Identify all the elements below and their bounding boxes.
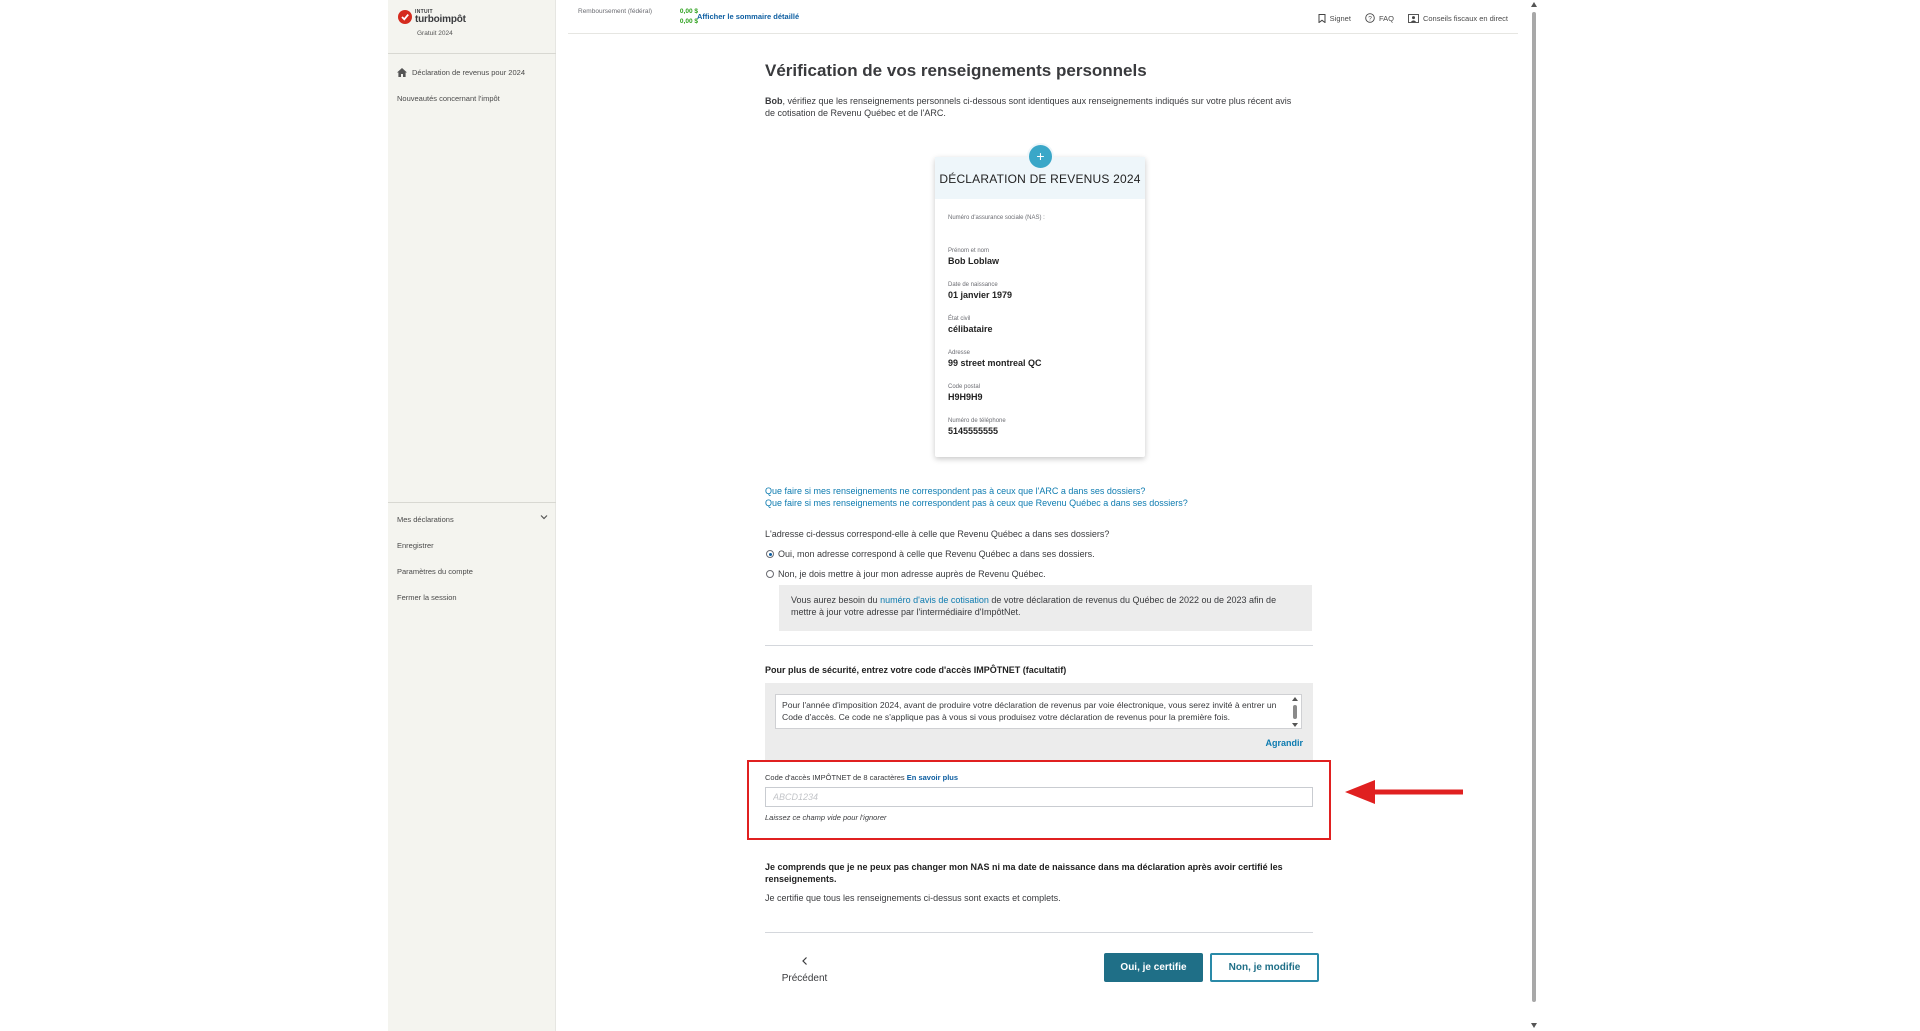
- address-option-no[interactable]: [766, 569, 1046, 579]
- faq-label: FAQ: [1378, 13, 1394, 23]
- faq-button[interactable]: [1365, 13, 1394, 23]
- name-value: Bob Loblaw: [948, 256, 999, 266]
- page-title: Vérification de vos renseignements personnels: [765, 61, 1147, 80]
- certify-button[interactable]: Oui, je certifie: [1104, 953, 1203, 982]
- intro-body: , vérifiez que les renseignements personnels ci-dessous sont identiques aux renseignements indiqués sur votre plus récent avis de cotisation de Revenu Québec et de l'ARC.: [765, 96, 1292, 118]
- address-update-info: [779, 585, 1312, 631]
- address-label: Adresse: [948, 350, 971, 356]
- address-option-no-label: Non, je dois mettre à jour mon adresse auprès de Revenu Québec.: [778, 569, 1046, 579]
- info-text-after: de votre déclaration de revenus du Québec de 2022 ou de 2023 afin de mettre à jour votre adresse par l'intermédiaire d'ImpôtNet.: [791, 595, 1277, 617]
- help-circle-icon: [1365, 13, 1375, 23]
- access-code-label: [765, 773, 958, 782]
- sin-label: Numéro d'assurance sociale (NAS) :: [948, 215, 1045, 221]
- scroll-up-arrow-icon[interactable]: [1531, 2, 1537, 7]
- address-option-yes[interactable]: [766, 549, 1095, 559]
- intro-text: [765, 95, 1295, 119]
- access-code-hint: Laissez ce champ vide pour l'ignorer: [765, 813, 887, 822]
- chevron-down-icon[interactable]: [539, 512, 549, 522]
- top-actions: [1318, 13, 1508, 23]
- checkmark-logo-icon: [398, 10, 412, 24]
- learn-more-link[interactable]: En savoir plus: [906, 773, 959, 782]
- phone-value: 5145555555: [948, 426, 999, 436]
- card-header: [935, 148, 1145, 199]
- scrollbar-thumb[interactable]: [1532, 12, 1536, 1002]
- info-text-before: Vous aurez besoin du: [791, 595, 881, 605]
- sidebar: [388, 0, 556, 1031]
- svg-text:?: ?: [1368, 15, 1372, 23]
- consent-text: Pour l'année d'imposition 2024, avant de produire votre déclaration de revenus par voie électronique, vous serez invité à entrer un Code d'accès. Ce code ne s'applique pas à vous si vous produisez votre déclaration de revenus pour la première fois.: [782, 700, 1277, 722]
- logo-plan: Gratuit 2024: [417, 30, 453, 37]
- sidebar-item-sign-out[interactable]: [397, 593, 457, 602]
- top-bar: [568, 0, 1518, 34]
- birthdate-label: Date de naissance: [948, 282, 998, 288]
- phone-label: Numéro de téléphone: [948, 418, 1006, 424]
- sidebar-item-label: Fermer la session: [397, 593, 457, 602]
- live-advice-button[interactable]: [1408, 13, 1508, 23]
- page-scrollbar[interactable]: [1530, 0, 1538, 1031]
- previous-label: Précédent: [781, 973, 828, 984]
- card-title: DÉCLARATION DE REVENUS 2024: [939, 172, 1141, 186]
- postal-code-value: H9H9H9: [948, 392, 983, 402]
- bookmark-icon: [1318, 14, 1326, 23]
- help-link-cra[interactable]: Que faire si mes renseignements ne correspondent pas à ceux que l'ARC a dans ses dossiers?: [765, 486, 1146, 496]
- refund-values: [668, 7, 698, 27]
- detailed-summary-link[interactable]: Afficher le sommaire détaillé: [697, 12, 800, 21]
- acknowledgement-heading: Je comprends que je ne peux pas changer mon NAS ni ma date de naissance dans ma déclaration après avoir certifié les renseignements.: [765, 862, 1283, 884]
- address-question: L'adresse ci-dessus correspond-elle à celle que Revenu Québec a dans ses dossiers?: [765, 529, 1110, 539]
- modify-button[interactable]: Non, je modifie: [1210, 953, 1319, 982]
- marital-status-value: célibataire: [948, 324, 993, 334]
- refund-label: Remboursement (fédéral): [578, 8, 653, 15]
- intro-name: Bob: [765, 96, 783, 106]
- address-option-yes-label: Oui, mon adresse correspond à celle que Revenu Québec a dans ses dossiers.: [778, 549, 1095, 559]
- live-advice-label: Conseils fiscaux en direct: [1422, 13, 1508, 23]
- sidebar-section-label: Mes déclarations: [397, 515, 454, 524]
- bookmark-button[interactable]: [1318, 13, 1351, 23]
- expand-link[interactable]: Agrandir: [1265, 738, 1303, 748]
- sidebar-item-whats-new[interactable]: [397, 94, 500, 103]
- sidebar-section-my-returns[interactable]: [397, 515, 454, 524]
- security-heading: Pour plus de sécurité, entrez votre code d'accès IMPÔTNET (facultatif): [765, 665, 1067, 675]
- section-divider: [765, 932, 1313, 933]
- scroll-down-arrow-icon[interactable]: [1531, 1023, 1537, 1028]
- previous-button[interactable]: [777, 956, 832, 986]
- plus-icon: +: [1027, 143, 1054, 170]
- bookmark-label: Signet: [1329, 13, 1351, 23]
- radio-button[interactable]: [766, 570, 774, 578]
- access-code-label-text: Code d'accès IMPÔTNET de 8 caractères: [765, 773, 907, 782]
- sidebar-divider: [388, 502, 556, 503]
- sidebar-item-declaration[interactable]: [397, 68, 525, 77]
- marital-status-label: État civil: [948, 316, 971, 322]
- birthdate-value: 01 janvier 1979: [948, 290, 1013, 300]
- refund-federal-value: 0,00 $: [679, 8, 698, 15]
- turboimpot-logo[interactable]: [398, 10, 548, 50]
- tax-return-card: [935, 148, 1145, 457]
- sidebar-item-save[interactable]: [397, 541, 434, 550]
- sidebar-divider: [388, 53, 556, 54]
- logo-company: INTUIT: [415, 9, 433, 15]
- name-label: Prénom et nom: [948, 248, 990, 254]
- scrollbar-thumb[interactable]: [1293, 705, 1297, 719]
- consent-text-area[interactable]: [775, 694, 1302, 729]
- consent-scrollbar[interactable]: [1292, 697, 1298, 727]
- red-arrow-annotation-icon: [1345, 779, 1463, 805]
- consent-box: [765, 683, 1313, 760]
- section-divider: [765, 645, 1313, 646]
- refund-provincial-value: 0,00 $: [679, 18, 698, 25]
- sidebar-item-label: Enregistrer: [397, 541, 434, 550]
- live-advice-icon: [1408, 14, 1419, 23]
- sidebar-item-label: Déclaration de revenus pour 2024: [412, 68, 525, 77]
- sidebar-item-account-settings[interactable]: [397, 567, 473, 576]
- logo-product: turboimpôt: [415, 14, 466, 25]
- home-icon: [397, 68, 407, 77]
- radio-button-selected[interactable]: [766, 550, 774, 558]
- chevron-left-icon: [800, 956, 810, 966]
- scroll-up-arrow-icon[interactable]: [1292, 697, 1298, 701]
- scroll-down-arrow-icon[interactable]: [1292, 723, 1298, 727]
- address-value: 99 street montreal QC: [948, 358, 1042, 368]
- certification-text: Je certifie que tous les renseignements ci-dessus sont exacts et complets.: [765, 893, 1061, 903]
- postal-code-label: Code postal: [948, 384, 981, 390]
- help-link-revenu-quebec[interactable]: Que faire si mes renseignements ne correspondent pas à ceux que Revenu Québec a dans ses dossiers?: [765, 498, 1188, 508]
- assessment-number-link[interactable]: numéro d'avis de cotisation: [880, 595, 989, 605]
- access-code-input[interactable]: [765, 787, 1313, 807]
- sidebar-item-label: Nouveautés concernant l'impôt: [397, 94, 500, 103]
- sidebar-item-label: Paramètres du compte: [397, 567, 473, 576]
